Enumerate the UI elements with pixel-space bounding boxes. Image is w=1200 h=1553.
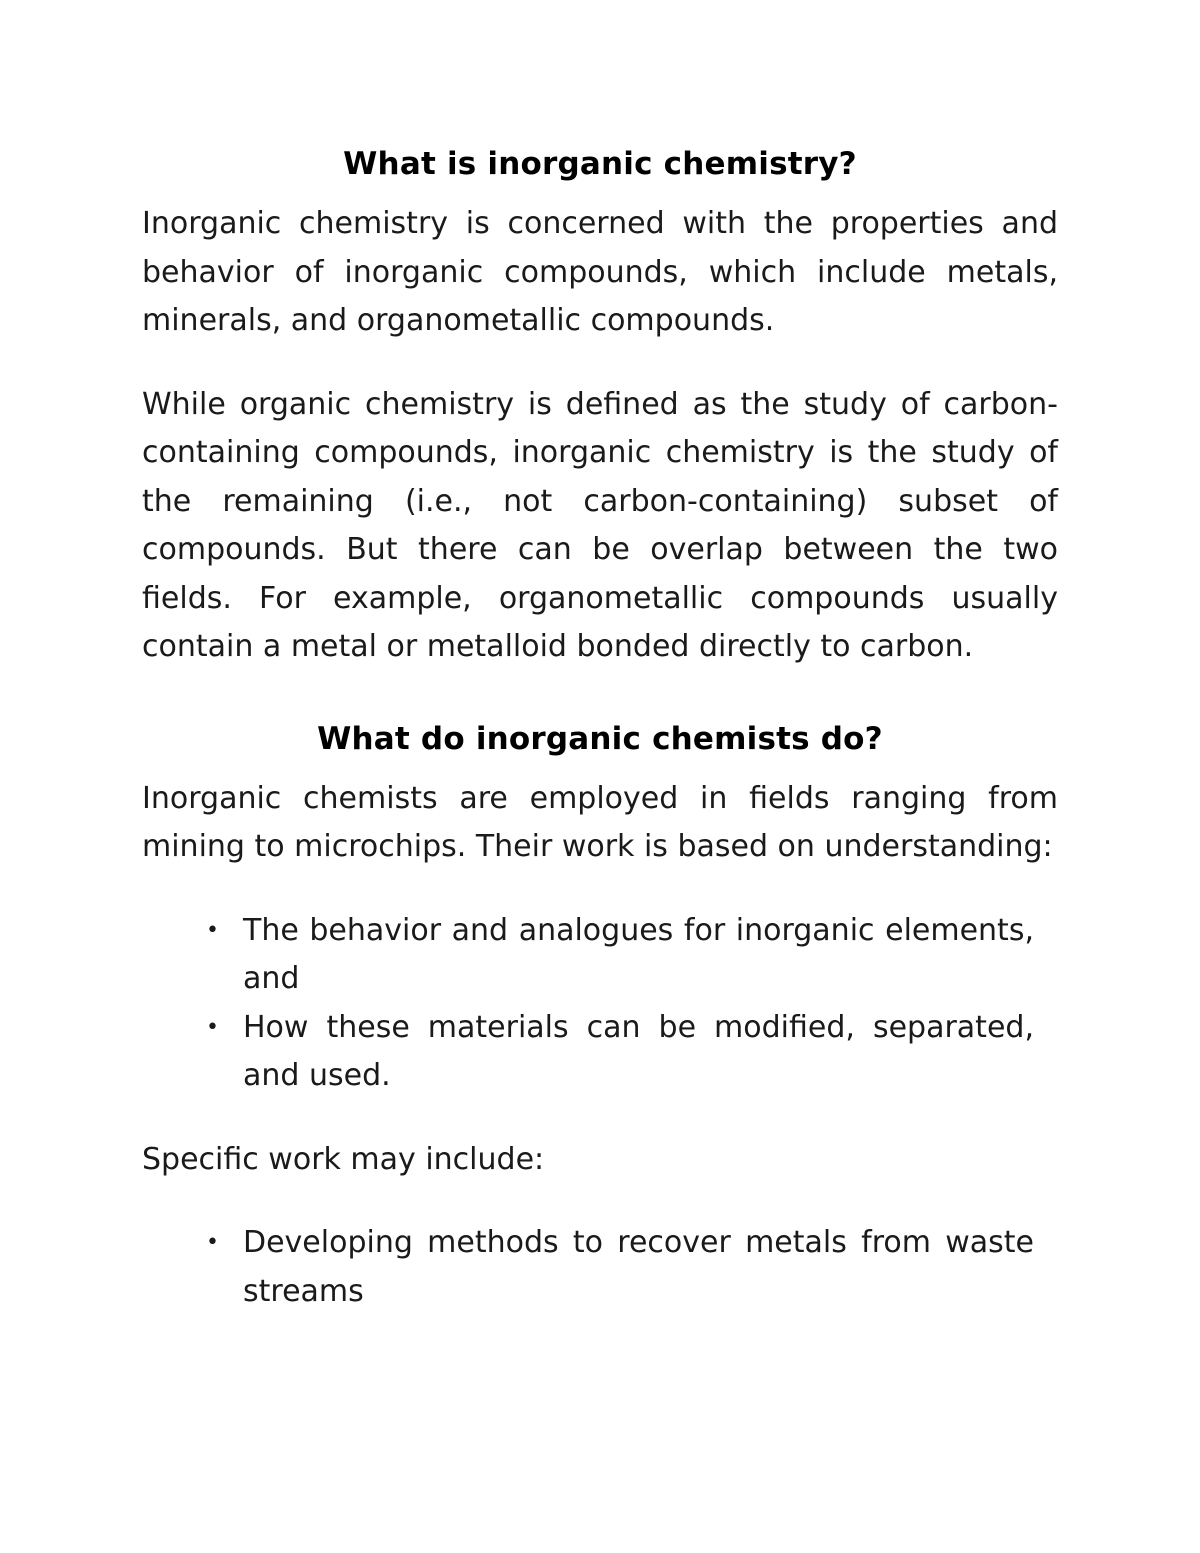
- paragraph-organic-vs-inorganic: While organic chemistry is defined as the study of carbon-containing compounds, inorganic chemistry is the study of the remaining (i.e., not carbon-containing) subset of compounds. But there can be overlap between the two fields. For example, organometallic compounds usually contain a metal or metalloid bonded directly to carbon.: [142, 386, 1058, 664]
- list-item: [142, 1004, 1058, 1101]
- bullet-icon: •: [206, 1014, 219, 1040]
- document-content: [142, 140, 1058, 1316]
- paragraph-definition: Inorganic chemistry is concerned with the properties and behavior of inorganic compounds, which include metals, minerals, and organometallic compounds.: [142, 206, 1058, 338]
- paragraph-employment: Inorganic chemists are employed in fields ranging from mining to microchips. Their work is based on understanding:: [142, 780, 1058, 864]
- bullet-icon: •: [206, 917, 219, 943]
- list-item-text: How these materials can be modified, separated, and used.: [243, 1009, 1034, 1093]
- list-item: [142, 1219, 1058, 1316]
- list-item: [142, 907, 1058, 1004]
- bullet-icon: •: [206, 1230, 219, 1255]
- list-item-text: Developing methods to recover metals from waste streams: [243, 1225, 1034, 1309]
- heading-what-is-inorganic-chemistry: What is inorganic chemistry?: [343, 146, 857, 182]
- specific-work-list: [142, 1219, 1058, 1316]
- list-item-text: The behavior and analogues for inorganic elements, and: [243, 912, 1034, 996]
- paragraph-specific-work: Specific work may include:: [142, 1141, 545, 1177]
- understanding-list: [142, 907, 1058, 1101]
- heading-what-do-inorganic-chemists-do: What do inorganic chemists do?: [317, 720, 883, 757]
